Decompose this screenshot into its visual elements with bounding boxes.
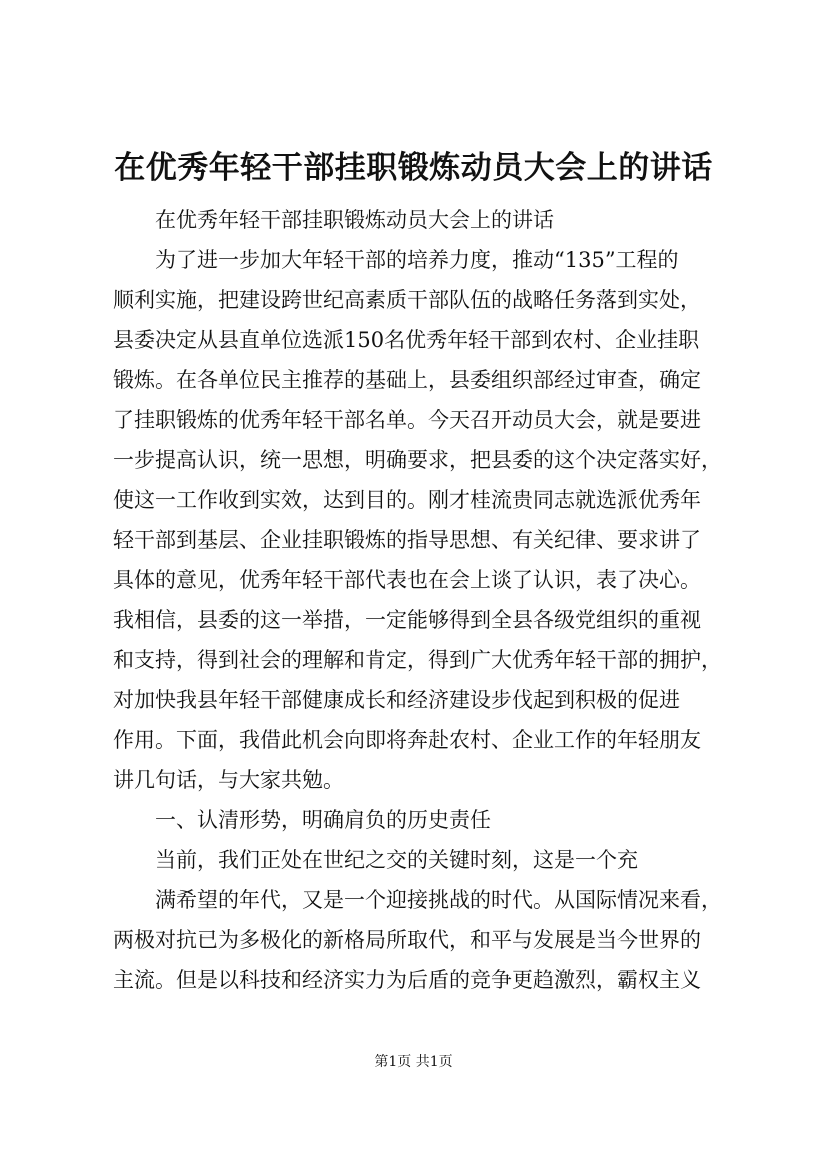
paragraph-line: 当前，我们正处在世纪之交的关键时刻，这是一个充 (155, 848, 638, 872)
document-body (113, 200, 733, 1000)
paragraph-line: 为了进一步加大年轻干部的培养力度，推动“135”工程的 (155, 248, 679, 272)
paragraph-line: 讲几句话，与大家共勉。 (113, 768, 344, 792)
paragraph-line: 满希望的年代，又是一个迎接挑战的时代。从国际情况来看， (155, 888, 722, 912)
document-title: 在优秀年轻干部挂职锻炼动员大会上的讲话 (114, 150, 713, 186)
paragraph-line: 县委决定从县直单位选派150名优秀年轻干部到农村、企业挂职 (113, 328, 700, 352)
paragraph-line: 作用。下面，我借此机会向即将奔赴农村、企业工作的年轻朋友 (113, 728, 701, 752)
paragraph-line: 和支持，得到社会的理解和肯定，得到广大优秀年轻干部的拥护， (113, 648, 722, 672)
section-heading: 一、认清形势，明确肩负的历史责任 (155, 808, 491, 832)
paragraph-line: 锻炼。在各单位民主推荐的基础上，县委组织部经过审查，确定 (113, 368, 701, 392)
page-footer: 第1页 共1页 (374, 1054, 453, 1070)
paragraph-line: 对加快我县年轻干部健康成长和经济建设步伐起到积极的促进 (113, 688, 680, 712)
paragraph-line: 主流。但是以科技和经济实力为后盾的竞争更趋激烈，霸权主义 (113, 968, 701, 992)
subtitle-line: 在优秀年轻干部挂职锻炼动员大会上的讲话 (155, 208, 554, 232)
paragraph-line: 顺利实施，把建设跨世纪高素质干部队伍的战略任务落到实处， (113, 288, 701, 312)
paragraph-line: 我相信，县委的这一举措，一定能够得到全县各级党组织的重视 (113, 608, 701, 632)
paragraph-line: 具体的意见，优秀年轻干部代表也在会上谈了认识，表了决心。 (113, 568, 701, 592)
paragraph-line: 使这一工作收到实效，达到目的。刚才桂流贵同志就选派优秀年 (113, 488, 701, 512)
paragraph-line: 两极对抗已为多极化的新格局所取代，和平与发展是当今世界的 (113, 928, 701, 952)
paragraph-line: 一步提高认识，统一思想，明确要求，把县委的这个决定落实好， (113, 448, 722, 472)
paragraph-line: 轻干部到基层、企业挂职锻炼的指导思想、有关纪律、要求讲了 (113, 528, 701, 552)
paragraph-line: 了挂职锻炼的优秀年轻干部名单。今天召开动员大会，就是要进 (113, 408, 701, 432)
